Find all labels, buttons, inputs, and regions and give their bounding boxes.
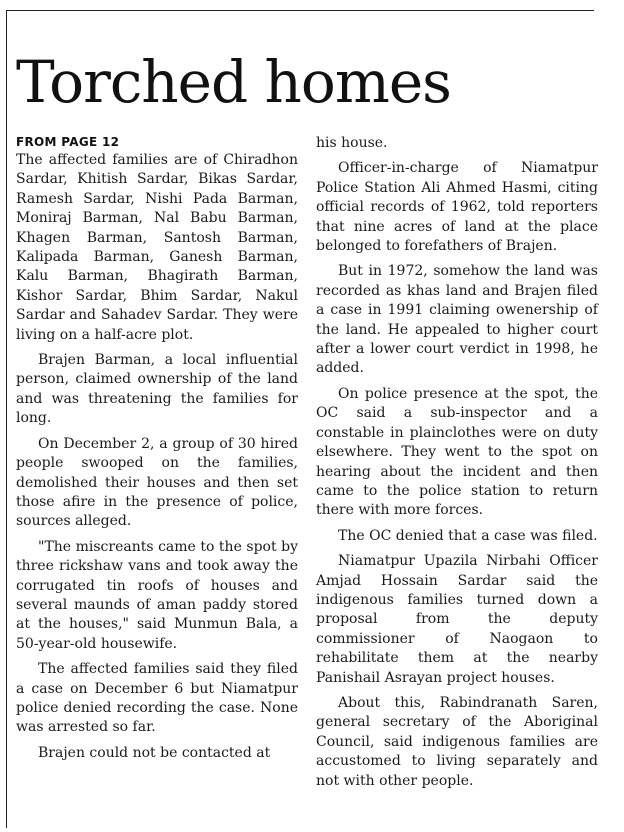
paragraph: On December 2, a group of 30 hired people swooped on the families, demolished their houses and then set those afire in the presence of police, sources alleged. — [16, 435, 298, 530]
paragraph: The affected families are of Chiradhon Sardar, Khitish Sardar, Bikas Sardar, Ramesh Sardar, Nishi Pada Barman, Moniraj Barman, Nal Babu Barman, Khagen Barman, Santosh Barman, Kalipada Barman, Ganesh Barman, Kalu Barman, Bhagirath Barman, Kishor Sardar, Bhim Sardar, Nakul Sardar and Sahadev Sardar. They were living on a half-acre plot. — [16, 152, 298, 343]
paragraph: Niamatpur Upazila Nirbahi Officer Amjad Hossain Sardar said the indigenous families turned down a proposal from the deputy commissioner of Naogaon to rehabilitate them at the nearby Panishail Asrayan project houses. — [316, 553, 598, 686]
paragraph: On police presence at the spot, the OC said a sub-inspector and a constable in plainclothes were on duty elsewhere. They went to the spot on hearing about the incident and then came to the police station to return there with more forces. — [316, 385, 598, 519]
top-rule — [6, 10, 594, 11]
paragraph: About this, Rabindranath Saren, general secretary of the Aboriginal Council, said indigenous families are accustomed to living separately and not with other people. — [316, 694, 598, 789]
right-column — [316, 134, 598, 797]
paragraph: his house. — [316, 135, 388, 151]
paragraph: "The miscreants came to the spot by three rickshaw vans and took away the corrugated tin roofs of houses and several maunds of aman paddy stored at the houses," said Munmun Bala, a 50-year-old housewife. — [16, 538, 298, 652]
paragraph: The affected families said they filed a case on December 6 but Niamatpur police denied recording the case. None was arrested so far. — [16, 661, 298, 736]
paragraph: Brajen could not be contacted at — [38, 744, 271, 761]
paragraph: Brajen Barman, a local influential person, claimed ownership of the land and was threatening the families for long. — [16, 352, 298, 427]
paragraph: But in 1972, somehow the land was recorded as khas land and Brajen filed a case in 1991 claiming owenership of the land. He appealed to higher court after a lower court verdict in 1998, he added. — [316, 263, 598, 377]
headline: Torched homes — [16, 48, 451, 116]
article-frame — [6, 10, 598, 828]
paragraph: Officer-in-charge of Niamatpur Police Station Ali Ahmed Hasmi, citing official records of 1962, told reporters that nine acres of land at the place belonged to forefathers of Brajen. — [316, 160, 598, 255]
left-rule — [6, 10, 7, 828]
kicker: FROM PAGE 12 — [16, 135, 120, 149]
paragraph: The OC denied that a case was filed. — [338, 527, 598, 544]
left-column — [16, 134, 298, 769]
